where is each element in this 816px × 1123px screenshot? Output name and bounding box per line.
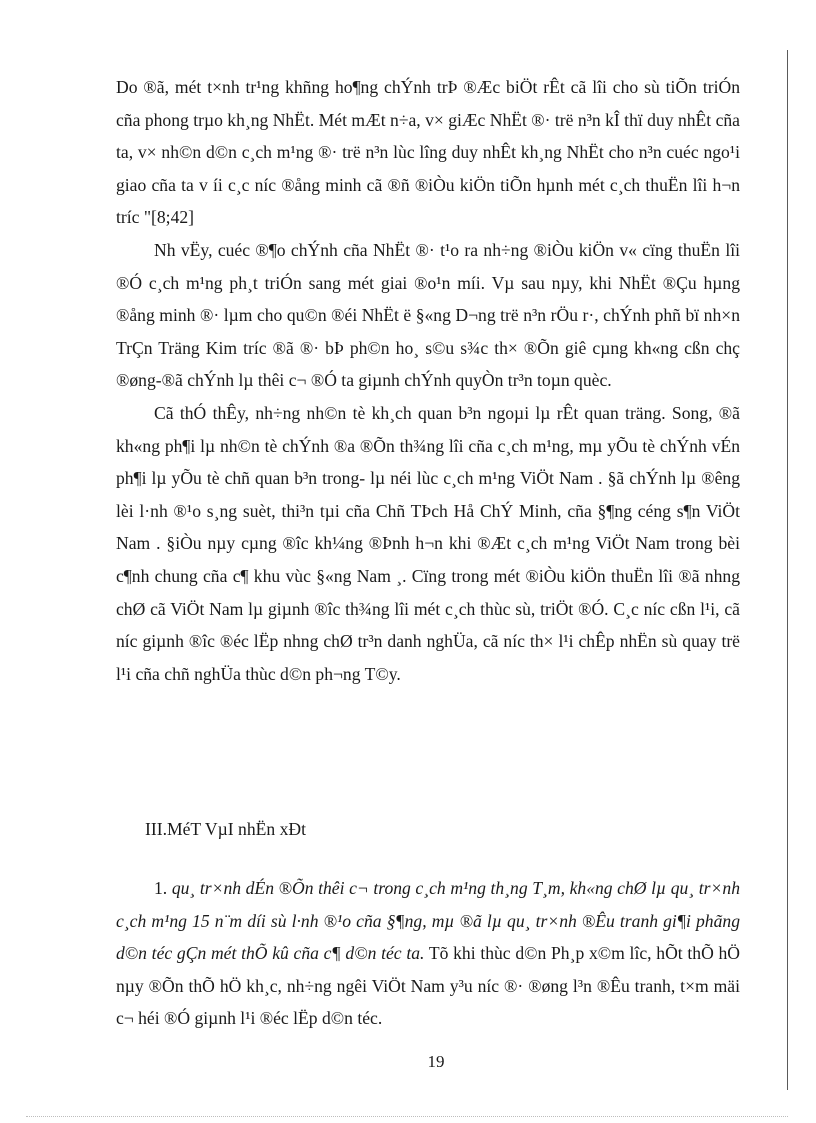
section-heading: III.MéT VµI nhËn xÐt <box>145 819 306 839</box>
item-number: 1. <box>154 878 168 898</box>
paragraph-coup-conditions: Nh vËy, cuéc ®¶o chÝnh cña NhËt ®· t¹o ra nh÷ng ®iÒu kiÖn v« cïng thuËn lîi ®Ó c¸ch m¹ng ph¸t triÓn sang mét giai ®o¹n míi. Vµ sau nµy, khi NhËt ®Çu hµng ®ång minh ®· lµm cho qu©n ®éi NhËt ë §«ng D¬ng trë n³n rÖu r·, chÝnh phñ bï nh×n TrÇn Träng Kim tríc ®ã ®· bÞ ph©n ho¸ s©u s¾c th× ®Õn giê cµng kh«ng cßn chç ®øng-®ã chÝnh lµ thêi c¬ ®Ó ta giµnh chÝnh quyÒn tr³n toµn quèc. <box>116 239 740 391</box>
paragraph-internal-factors: Cã thÓ thÊy, nh÷ng nh©n tè kh¸ch quan b³n ngoµi lµ rÊt quan träng. Song, ®ã kh«ng ph¶i lµ nh©n tè chÝnh ®a ®Õn th¾ng lîi cña c¸ch m¹ng, mµ yÕu tè chÝnh vÉn ph¶i lµ yÕu tè chñ quan b³n trong- lµ néi lùc c¸ch m¹ng ViÖt Nam . §ã chÝnh lµ ®êng lèi l·nh ®¹o s¸ng suèt, thi³n tµi cña Chñ TÞch Hå ChÝ Minh, cña §¶ng céng s¶n ViÖt Nam . §iÒu nµy cµng ®îc kh¼ng ®Þnh h¬n khi ®Æt c¸ch m¹ng ViÖt Nam trong bèi c¶nh chung cña c¶ khu vùc §«ng Nam ¸. Cïng trong mét ®iÒu kiÖn thuËn lîi ®ã nhng chØ cã ViÖt Nam lµ giµnh ®îc th¾ng lîi mét c¸ch thùc sù, triÖt ®Ó. C¸c níc cßn l¹i, cã níc giµnh ®îc ®éc lËp nhng chØ tr³n danh nghÜa, cã níc th× l¹i chÊp nhËn sù quay trë l¹i cña chñ nghÜa thùc d©n ph¬ng T©y. <box>116 402 740 684</box>
paragraph-quote-end: Do ®ã, mét t×nh tr¹ng khñng ho¶ng chÝnh trÞ ®Æc biÖt rÊt cã lîi cho sù tiÕn triÓn cña phong trµo kh¸ng NhËt. Mét mÆt n÷a, v× giÆc NhËt ®· trë n³n kÎ thï duy nhÊt cña ta, v× nh©n d©n c¸ch m¹ng ®· trë n³n lùc lîng duy nhÊt kh¸ng NhËt cho n³n cuéc ngo¹i giao cña ta v íi c¸c níc ®ång minh cã ®ñ ®iÒu kiÖn tiÕn hµnh mét c¸ch thuËn lîi h¬n tríc "[8;42] <box>116 77 740 228</box>
right-border-rule <box>787 50 788 1090</box>
body-text <box>116 71 740 690</box>
item-italic-lead: qu¸ tr×nh dÉn ®Õn thêi c¬ trong c¸ch m¹ng th¸ng T¸m, kh«ng chØ lµ qu¸ tr×nh c¸ch m¹ng 15 n¨m díi sù l·nh ®¹o cña §¶ng, mµ ®ã lµ qu¸ tr×nh ®Êu tranh gi¶i phãng d©n téc gÇn mét thÕ kû cña c¶ d©n téc ta. <box>116 878 740 964</box>
bottom-dotted-rule <box>26 1116 788 1117</box>
item-text: Tõ khi thùc d©n Ph¸p x©m lîc, hÕt thÕ hÖ nµy ®Õn thÕ hÖ kh¸c, nh÷ng ngêi ViÖt Nam y³u níc ®· ®øng l³n ®Êu tranh, t×m mäi c¬ héi ®Ó giµnh l¹i ®éc lËp d©n téc. <box>116 943 740 1029</box>
numbered-item <box>116 872 740 1035</box>
page-number: 19 <box>427 1052 445 1071</box>
